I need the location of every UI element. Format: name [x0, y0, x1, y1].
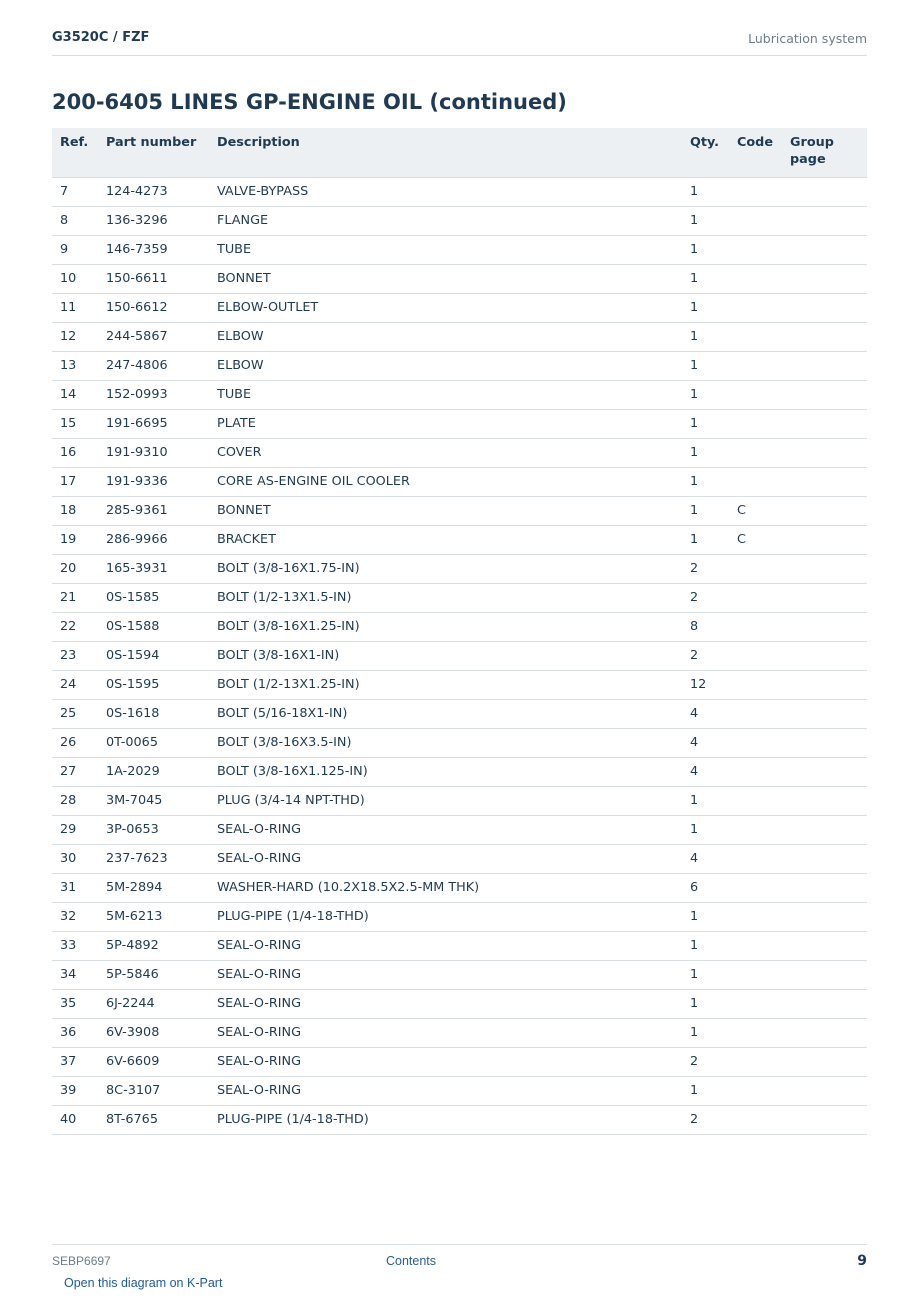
description-cell: SEAL-O-RING — [217, 989, 690, 1018]
column-header-part-number: Part number — [106, 128, 217, 177]
part-number-cell: 1A-2029 — [106, 757, 217, 786]
group-page-cell — [790, 1047, 867, 1076]
code-cell — [737, 235, 790, 264]
column-header-qty — [690, 128, 737, 177]
description-cell: PLATE — [217, 409, 690, 438]
qty-cell: 2 — [690, 1047, 737, 1076]
code-cell — [737, 554, 790, 583]
group-page-cell — [790, 177, 867, 206]
description-cell: SEAL-O-RING — [217, 931, 690, 960]
ref-cell: 8 — [52, 206, 106, 235]
part-number-cell: 8C-3107 — [106, 1076, 217, 1105]
description-cell: SEAL-O-RING — [217, 844, 690, 873]
table-row — [52, 844, 867, 873]
group-page-cell — [790, 293, 867, 322]
description-cell: ELBOW — [217, 351, 690, 380]
code-cell — [737, 786, 790, 815]
group-page-cell — [790, 322, 867, 351]
parts-table — [52, 128, 867, 1135]
code-cell — [737, 815, 790, 844]
document-id: SEBP6697 — [52, 1254, 111, 1268]
ref-cell: 40 — [52, 1105, 106, 1134]
part-number-cell: 6J-2244 — [106, 989, 217, 1018]
ref-cell: 27 — [52, 757, 106, 786]
description-cell: SEAL-O-RING — [217, 1018, 690, 1047]
qty-cell: 1 — [690, 235, 737, 264]
description-cell: BOLT (3/8-16X1.125-IN) — [217, 757, 690, 786]
part-number-cell: 150-6611 — [106, 264, 217, 293]
ref-cell: 22 — [52, 612, 106, 641]
part-number-cell: 6V-3908 — [106, 1018, 217, 1047]
table-row — [52, 1018, 867, 1047]
column-header-ref: Ref. — [52, 128, 106, 177]
group-page-cell — [790, 641, 867, 670]
part-number-cell: 165-3931 — [106, 554, 217, 583]
description-cell: BONNET — [217, 264, 690, 293]
description-cell: TUBE — [217, 380, 690, 409]
code-cell — [737, 467, 790, 496]
contents-link[interactable]: Contents — [386, 1254, 437, 1268]
qty-cell: 1 — [690, 467, 737, 496]
code-cell: C — [737, 525, 790, 554]
qty-cell: 12 — [690, 670, 737, 699]
description-cell: SEAL-O-RING — [217, 960, 690, 989]
part-number-cell: 136-3296 — [106, 206, 217, 235]
group-page-cell — [790, 757, 867, 786]
qty-cell: 1 — [690, 380, 737, 409]
qty-cell: 1 — [690, 351, 737, 380]
group-page-cell — [790, 380, 867, 409]
ref-cell: 21 — [52, 583, 106, 612]
qty-cell: 1 — [690, 989, 737, 1018]
table-row — [52, 757, 867, 786]
ref-cell: 35 — [52, 989, 106, 1018]
group-page-cell — [790, 844, 867, 873]
ref-cell: 14 — [52, 380, 106, 409]
part-number-cell: 3M-7045 — [106, 786, 217, 815]
parts-table-body — [52, 177, 867, 1134]
description-cell: BOLT (3/8-16X1.25-IN) — [217, 612, 690, 641]
table-row — [52, 728, 867, 757]
ref-cell: 30 — [52, 844, 106, 873]
page-title — [52, 90, 567, 114]
qty-cell: 4 — [690, 728, 737, 757]
description-cell: ELBOW-OUTLET — [217, 293, 690, 322]
part-number-cell: 6V-6609 — [106, 1047, 217, 1076]
group-page-cell — [790, 786, 867, 815]
qty-cell: 2 — [690, 641, 737, 670]
qty-cell: 1 — [690, 496, 737, 525]
description-cell: PLUG (3/4-14 NPT-THD) — [217, 786, 690, 815]
table-row — [52, 351, 867, 380]
part-number-cell: 8T-6765 — [106, 1105, 217, 1134]
qty-cell: 4 — [690, 757, 737, 786]
table-row — [52, 380, 867, 409]
description-cell: SEAL-O-RING — [217, 1047, 690, 1076]
qty-cell: 1 — [690, 322, 737, 351]
table-row — [52, 235, 867, 264]
qty-cell: 4 — [690, 844, 737, 873]
description-cell: ELBOW — [217, 322, 690, 351]
code-cell — [737, 264, 790, 293]
table-row — [52, 322, 867, 351]
code-cell — [737, 1105, 790, 1134]
kpart-link[interactable]: Open this diagram on K-Part — [64, 1276, 223, 1290]
table-row — [52, 641, 867, 670]
group-page-cell — [790, 612, 867, 641]
group-page-cell — [790, 902, 867, 931]
ref-cell: 15 — [52, 409, 106, 438]
table-row — [52, 206, 867, 235]
group-page-cell — [790, 989, 867, 1018]
table-row — [52, 1047, 867, 1076]
table-row — [52, 960, 867, 989]
part-number-cell: 285-9361 — [106, 496, 217, 525]
part-number-cell: 286-9966 — [106, 525, 217, 554]
ref-cell: 32 — [52, 902, 106, 931]
code-cell — [737, 293, 790, 322]
description-cell: BRACKET — [217, 525, 690, 554]
table-row — [52, 786, 867, 815]
ref-cell: 18 — [52, 496, 106, 525]
page-number: 9 — [857, 1253, 867, 1269]
description-cell: BOLT (5/16-18X1-IN) — [217, 699, 690, 728]
description-cell: COVER — [217, 438, 690, 467]
ref-cell: 12 — [52, 322, 106, 351]
table-row — [52, 1105, 867, 1134]
part-number-cell: 5P-4892 — [106, 931, 217, 960]
ref-cell: 28 — [52, 786, 106, 815]
ref-cell: 10 — [52, 264, 106, 293]
ref-cell: 25 — [52, 699, 106, 728]
code-cell — [737, 409, 790, 438]
part-number-cell: 3P-0653 — [106, 815, 217, 844]
model-label: G3520C / FZF — [52, 30, 150, 45]
qty-cell: 1 — [690, 931, 737, 960]
ref-cell: 7 — [52, 177, 106, 206]
group-page-cell — [790, 409, 867, 438]
qty-cell: 8 — [690, 612, 737, 641]
table-row — [52, 873, 867, 902]
section-label: Lubrication system — [748, 31, 867, 46]
group-page-cell — [790, 1018, 867, 1047]
group-page-cell — [790, 1076, 867, 1105]
ref-cell: 23 — [52, 641, 106, 670]
description-cell: BOLT (3/8-16X1-IN) — [217, 641, 690, 670]
qty-cell: 1 — [690, 293, 737, 322]
description-cell: BONNET — [217, 496, 690, 525]
page-header — [52, 30, 867, 56]
qty-header-label: Qty. — [690, 135, 720, 150]
description-cell: SEAL-O-RING — [217, 1076, 690, 1105]
group-page-cell — [790, 525, 867, 554]
code-cell — [737, 1076, 790, 1105]
code-cell — [737, 438, 790, 467]
ref-cell: 36 — [52, 1018, 106, 1047]
qty-cell: 1 — [690, 264, 737, 293]
continued-suffix: (continued) — [429, 90, 567, 114]
code-cell — [737, 670, 790, 699]
table-row — [52, 989, 867, 1018]
code-cell — [737, 757, 790, 786]
qty-cell: 1 — [690, 786, 737, 815]
page-footer — [52, 1244, 867, 1274]
group-page-cell — [790, 873, 867, 902]
ref-cell: 37 — [52, 1047, 106, 1076]
table-row — [52, 293, 867, 322]
qty-cell: 1 — [690, 525, 737, 554]
code-cell — [737, 583, 790, 612]
ref-cell: 31 — [52, 873, 106, 902]
code-cell — [737, 728, 790, 757]
group-page-cell — [790, 554, 867, 583]
code-cell — [737, 902, 790, 931]
part-number-cell: 5M-6213 — [106, 902, 217, 931]
part-number-cell: 124-4273 — [106, 177, 217, 206]
ref-cell: 39 — [52, 1076, 106, 1105]
table-row — [52, 554, 867, 583]
qty-cell: 1 — [690, 177, 737, 206]
ref-cell: 13 — [52, 351, 106, 380]
part-number-cell: 244-5867 — [106, 322, 217, 351]
table-row — [52, 583, 867, 612]
description-cell: SEAL-O-RING — [217, 815, 690, 844]
ref-cell: 34 — [52, 960, 106, 989]
code-cell — [737, 380, 790, 409]
part-number-cell: 237-7623 — [106, 844, 217, 873]
ref-cell: 17 — [52, 467, 106, 496]
part-number-cell: 0T-0065 — [106, 728, 217, 757]
ref-cell: 26 — [52, 728, 106, 757]
table-row — [52, 438, 867, 467]
table-row — [52, 264, 867, 293]
group-page-cell — [790, 206, 867, 235]
code-cell — [737, 177, 790, 206]
ref-cell: 9 — [52, 235, 106, 264]
description-cell: PLUG-PIPE (1/4-18-THD) — [217, 902, 690, 931]
part-number-cell: 146-7359 — [106, 235, 217, 264]
description-cell: PLUG-PIPE (1/4-18-THD) — [217, 1105, 690, 1134]
part-number-cell: 5P-5846 — [106, 960, 217, 989]
qty-cell: 1 — [690, 902, 737, 931]
description-cell: VALVE-BYPASS — [217, 177, 690, 206]
ref-cell: 11 — [52, 293, 106, 322]
part-number-cell: 5M-2894 — [106, 873, 217, 902]
description-cell: BOLT (3/8-16X1.75-IN) — [217, 554, 690, 583]
qty-cell: 1 — [690, 1076, 737, 1105]
table-row — [52, 409, 867, 438]
part-number-cell: 152-0993 — [106, 380, 217, 409]
code-cell — [737, 641, 790, 670]
column-header-description: Description — [217, 128, 690, 177]
description-cell: WASHER-HARD (10.2X18.5X2.5-MM THK) — [217, 873, 690, 902]
group-page-cell — [790, 699, 867, 728]
code-cell — [737, 844, 790, 873]
table-row — [52, 177, 867, 206]
table-row — [52, 467, 867, 496]
table-row — [52, 931, 867, 960]
column-header-group-page: Group page — [790, 128, 867, 177]
code-cell — [737, 322, 790, 351]
qty-cell: 2 — [690, 554, 737, 583]
table-row — [52, 902, 867, 931]
ref-cell: 20 — [52, 554, 106, 583]
table-row — [52, 815, 867, 844]
description-cell: BOLT (1/2-13X1.5-IN) — [217, 583, 690, 612]
part-number-cell: 0S-1594 — [106, 641, 217, 670]
code-cell — [737, 612, 790, 641]
table-row — [52, 525, 867, 554]
part-number-cell: 0S-1585 — [106, 583, 217, 612]
group-page-cell — [790, 583, 867, 612]
group-page-cell — [790, 235, 867, 264]
table-row — [52, 699, 867, 728]
table-row — [52, 612, 867, 641]
group-page-cell — [790, 264, 867, 293]
part-number-cell: 191-9310 — [106, 438, 217, 467]
group-page-cell — [790, 1105, 867, 1134]
qty-cell: 1 — [690, 1018, 737, 1047]
ref-cell: 24 — [52, 670, 106, 699]
code-cell — [737, 1018, 790, 1047]
description-cell: BOLT (3/8-16X3.5-IN) — [217, 728, 690, 757]
qty-cell: 4 — [690, 699, 737, 728]
qty-cell: 2 — [690, 1105, 737, 1134]
qty-cell: 1 — [690, 409, 737, 438]
qty-cell: 2 — [690, 583, 737, 612]
description-cell: FLANGE — [217, 206, 690, 235]
code-cell — [737, 960, 790, 989]
ref-cell: 29 — [52, 815, 106, 844]
description-cell: CORE AS-ENGINE OIL COOLER — [217, 467, 690, 496]
qty-cell: 1 — [690, 960, 737, 989]
group-page-cell — [790, 931, 867, 960]
code-cell — [737, 1047, 790, 1076]
group-page-cell — [790, 351, 867, 380]
column-header-code: Code — [737, 128, 790, 177]
qty-cell: 1 — [690, 815, 737, 844]
part-number-cell: 191-6695 — [106, 409, 217, 438]
qty-cell: 1 — [690, 206, 737, 235]
code-cell — [737, 931, 790, 960]
qty-cell: 1 — [690, 438, 737, 467]
group-page-cell — [790, 960, 867, 989]
description-cell: BOLT (1/2-13X1.25-IN) — [217, 670, 690, 699]
part-number-cell: 0S-1618 — [106, 699, 217, 728]
group-page-cell — [790, 728, 867, 757]
group-page-cell — [790, 467, 867, 496]
part-number-cell: 150-6612 — [106, 293, 217, 322]
code-cell — [737, 989, 790, 1018]
part-number-cell: 247-4806 — [106, 351, 217, 380]
ref-cell: 16 — [52, 438, 106, 467]
part-number-cell: 0S-1588 — [106, 612, 217, 641]
qty-cell: 6 — [690, 873, 737, 902]
table-row — [52, 670, 867, 699]
table-header-row — [52, 128, 867, 177]
group-page-cell — [790, 438, 867, 467]
code-cell: C — [737, 496, 790, 525]
part-number-cell: 0S-1595 — [106, 670, 217, 699]
code-cell — [737, 873, 790, 902]
part-number-cell: 191-9336 — [106, 467, 217, 496]
code-cell — [737, 351, 790, 380]
code-cell — [737, 699, 790, 728]
ref-cell: 19 — [52, 525, 106, 554]
group-page-cell — [790, 496, 867, 525]
group-title: 200-6405 LINES GP-ENGINE OIL — [52, 90, 423, 114]
code-cell — [737, 206, 790, 235]
ref-cell: 33 — [52, 931, 106, 960]
group-page-cell — [790, 815, 867, 844]
table-row — [52, 1076, 867, 1105]
description-cell: TUBE — [217, 235, 690, 264]
table-row — [52, 496, 867, 525]
group-page-cell — [790, 670, 867, 699]
